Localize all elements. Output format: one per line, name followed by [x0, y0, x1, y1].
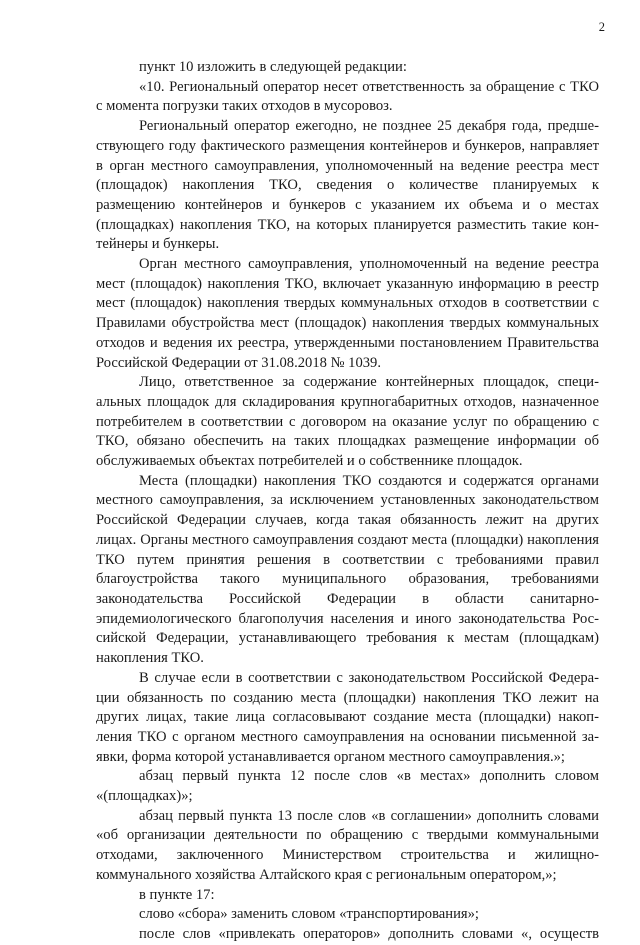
paragraph: «10. Региональный оператор несет ответственность за обращение с ТКО с момента погрузки таких отходов в мусоровоз.: [96, 78, 599, 115]
document-body: [96, 58, 599, 945]
paragraph: Орган местного самоуправления, уполномоченный на ведение реестра мест (площадок) накопления ТКО, включает указанную информацию в реестр мест (площадок) накопления твердых коммунальных отходов в соответствии с Правилами обустройства мест (площадок) накопления твердых коммунальных отходов и ведения их реестра, утвержденными постановлением Правительства Российской Федерации от 31.08.2018 № 1039.: [96, 256, 599, 371]
paragraph: абзац первый пункта 13 после слов «в соглашении» дополнить словами «об организации деятельности по обращению с твердыми коммунальными отходами, заключенного Министерством строительства и жилищно-коммунального хозяйства Алтайского края с региональным оператором,»;: [96, 807, 599, 883]
paragraph: в пункте 17:: [139, 886, 215, 903]
paragraph: В случае если в соответствии с законодательством Российской Федерации обязанность по созданию места (площадки) накопления ТКО лежит на других лицах, такие лица согласовывают создание места (площадки) накопления ТКО с органом местного самоуправления на основании письменной заявки, форма которой устанавливается органом местного самоуправления.»;: [96, 669, 599, 765]
paragraph: Места (площадки) накопления ТКО создаются и содержатся органами местного самоуправления, за исключением установленных законодательством Российской Федерации случаев, когда такая обязанность лежит на других лицах. Органы местного самоуправления создают места (площадки) накопления ТКО путем принятия решения в соответствии с требованиями правил благоустройства такого муниципального образования, требованиями законодательства Российской Федерации в области санитарно-эпидемиологического благополучия населения и иного законодательства Российской Федерации, устанавливающего требования к местам (площадкам) накопления ТКО.: [96, 472, 599, 667]
paragraph: после слов «привлекать операторов» дополнить словами «, осуществ: [139, 925, 599, 942]
page-number: 2: [598, 20, 605, 34]
paragraph: Лицо, ответственное за содержание контейнерных площадок, специальных площадок для складирования крупногабаритных отходов, назначенное потребителем в соответствии с договором на оказание услуг по обращению с ТКО, обязано обеспечить на таких площадках размещение информации об обслуживаемых объектах потребителей и о собственнике площадок.: [96, 374, 599, 470]
paragraph: пункт 10 изложить в следующей редакции:: [139, 59, 407, 75]
paragraph: Региональный оператор ежегодно, не позднее 25 декабря года, предшествующего году фактического размещения контейнеров и бункеров, направляет в орган местного самоуправления, уполномоченный на ведение реестра мест (площадок) накопления ТКО, сведения о количестве планируемых к размещению контейнеров и бункеров с указанием их объема и о местах (площадках) накопления ТКО, на которых планируется разместить такие контейнеры и бункеры.: [96, 118, 599, 253]
paragraph: слово «сбора» заменить словом «транспортирования»;: [139, 906, 479, 923]
paragraph: абзац первый пункта 12 после слов «в местах» дополнить словом «(площадках)»;: [96, 768, 599, 805]
